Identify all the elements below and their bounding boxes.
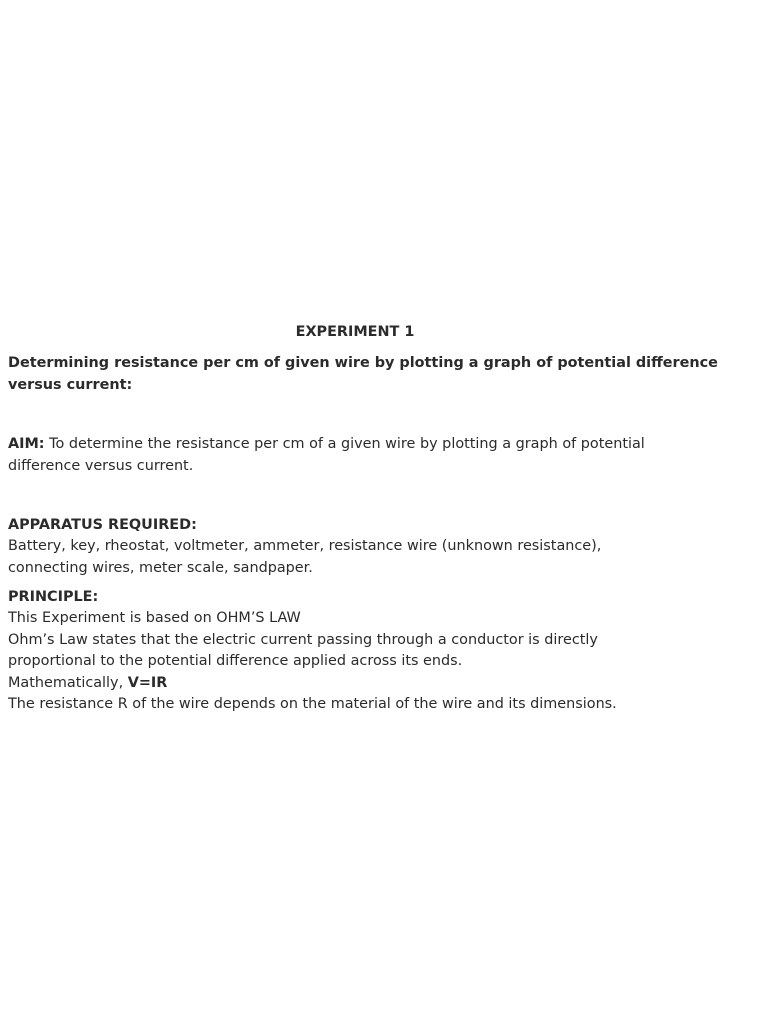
apparatus-line-2: connecting wires, meter scale, sandpaper.: [8, 560, 313, 576]
principle-line-1: This Experiment is based on OHM’S LAW: [8, 610, 301, 626]
title-line-1: Determining resistance per cm of given wire by plotting a graph of potential difference: [8, 355, 718, 371]
aim-line-2: difference versus current.: [8, 458, 194, 474]
experiment-heading: EXPERIMENT 1: [295, 324, 415, 340]
ohms-law-formula: V=IR: [127, 675, 168, 691]
aim-text: To determine the resistance per cm of a given wire by plotting a graph of potential: [44, 436, 645, 452]
title-line-2: versus current:: [8, 377, 133, 393]
principle-math-line: [8, 673, 167, 693]
aim-line-1: [8, 434, 645, 454]
apparatus-label: APPARATUS REQUIRED:: [8, 517, 197, 533]
math-prefix: Mathematically,: [8, 675, 128, 691]
aim-label: AIM:: [8, 436, 45, 452]
principle-line-2: Ohm’s Law states that the electric current passing through a conductor is directly: [8, 632, 598, 648]
apparatus-line-1: Battery, key, rheostat, voltmeter, ammeter, resistance wire (unknown resistance),: [8, 538, 602, 554]
principle-line-3: proportional to the potential difference applied across its ends.: [8, 653, 463, 669]
principle-label: PRINCIPLE:: [8, 589, 99, 605]
principle-line-5: The resistance R of the wire depends on the material of the wire and its dimensions.: [8, 696, 617, 712]
